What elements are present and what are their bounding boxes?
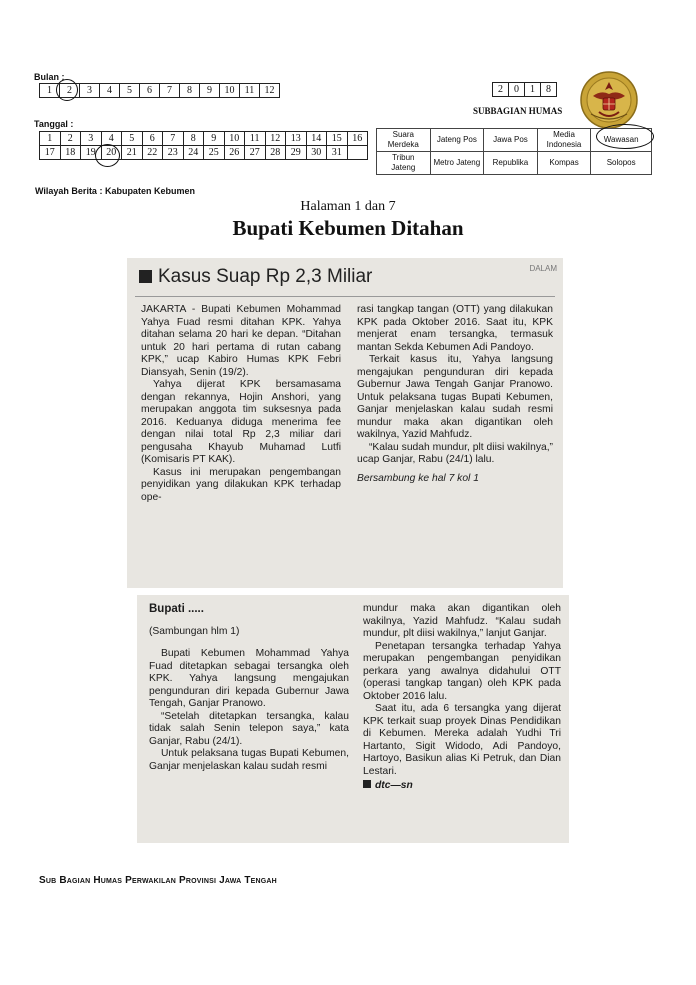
grid-cell: 30 bbox=[306, 146, 327, 160]
grid-cell: 13 bbox=[286, 132, 307, 146]
headline: Bupati Kebumen Ditahan bbox=[232, 216, 464, 240]
paragraph: Saat itu, ada 6 tersangka yang dijerat KPK terkait suap proyek Dinas Pendidikan di Kebumen. Mereka adalah Yudhi Tri Hartanto, Sigit Widodo, Adi Pandoyo, Hartoyo, Basikun alias Ki Petruk, dan Dian Lestari. bbox=[363, 703, 561, 777]
paragraph: mundur maka akan digantikan oleh wakilnya, Yazid Mahfudz. “Kalau sudah mundur, plt diisi wakilnya,” lanjut Ganjar. bbox=[363, 603, 561, 639]
grid-cell: 9 bbox=[204, 132, 225, 146]
paragraph: JAKARTA - Bupati Kebumen Mohammad Yahya Fuad resmi ditahan KPK. Yahya ditahan selama 20 hari ke depan. “Ditahan untuk 20 hari pertama di rutan cabang KPK,” ucap Kabiro Humas KPK Febri Diansyah, Senin (19/2). bbox=[141, 304, 341, 378]
media-cell: Metro Jateng bbox=[430, 152, 484, 175]
media-cell: Jawa Pos bbox=[484, 129, 538, 152]
clipping-2-column-2 bbox=[363, 603, 561, 793]
grid-cell: 5 bbox=[122, 132, 143, 146]
grid-cell: 10 bbox=[224, 132, 245, 146]
paragraph: Kasus ini merupakan pengembangan penyidikan yang dilakukan KPK terhadap ope- bbox=[141, 466, 341, 503]
grid-cell: 2 bbox=[60, 132, 81, 146]
grid-cell: 3 bbox=[81, 132, 102, 146]
grid-cell: 15 bbox=[327, 132, 348, 146]
paragraph: Untuk pelaksana tugas Bupati Kebumen, Ganjar menjelaskan kalau sudah resmi bbox=[149, 748, 349, 772]
square-bullet-icon bbox=[363, 780, 371, 788]
grid-cell: 0 bbox=[509, 83, 525, 97]
grid-cell: 1 bbox=[40, 132, 61, 146]
grid-cell: 1 bbox=[525, 83, 541, 97]
clipping-2-subtitle: (Sambungan hlm 1) bbox=[149, 625, 240, 637]
garuda-emblem-icon bbox=[579, 70, 639, 130]
media-cell: Tribun Jateng bbox=[377, 152, 431, 175]
paragraph: Bupati Kebumen Mohammad Yahya Fuad ditetapkan sebagai tersangka oleh KPK. Yahya langsung mengajukan pengunduran diri kepada Gubernur Jawa Tengah, Ganjar Pranowo. bbox=[149, 648, 349, 709]
grid-cell: 27 bbox=[245, 146, 266, 160]
date-grid bbox=[39, 131, 368, 160]
clipping-1-column-1 bbox=[141, 304, 341, 504]
clipping-1-corner-text: DALAM bbox=[529, 264, 557, 273]
grid-cell: 7 bbox=[160, 84, 180, 98]
grid-cell: 31 bbox=[327, 146, 348, 160]
grid-cell: 8 bbox=[180, 84, 200, 98]
grid-cell: 8 bbox=[541, 83, 557, 97]
media-table bbox=[376, 128, 652, 175]
media-cell: Kompas bbox=[537, 152, 591, 175]
grid-cell: 7 bbox=[163, 132, 184, 146]
media-cell: Media Indonesia bbox=[537, 129, 591, 152]
month-grid bbox=[39, 83, 280, 98]
paragraph: rasi tangkap tangan (OTT) yang dilakukan KPK pada Oktober 2016. Saat itu, KPK menjerat enam tersangka, termasuk mantan Sekda Kebumen Adi Pandoyo. bbox=[357, 304, 553, 353]
grid-cell: 18 bbox=[60, 146, 81, 160]
grid-cell: 6 bbox=[140, 84, 160, 98]
paragraph: “Kalau sudah mundur, plt diisi wakilnya,” ucap Ganjar, Rabu (24/1) lalu. bbox=[357, 441, 553, 465]
grid-cell: 26 bbox=[224, 146, 245, 160]
grid-cell: 14 bbox=[306, 132, 327, 146]
paragraph: Terkait kasus itu, Yahya langsung mengajukan pengunduran diri kepada Gubernur Jawa Tengah Ganjar Pranowo. Untuk pelaksana tugas Bupati Kebumen, Ganjar menjelaskan kalau sudah resmi mundur maka akan digantikan oleh wakilnya, Yazid Mahfudz. bbox=[357, 354, 553, 440]
clipping-1-rule bbox=[135, 296, 555, 297]
clipping-1-column-2 bbox=[357, 304, 553, 485]
grid-cell: 19 bbox=[81, 146, 102, 160]
media-cell: Republika bbox=[484, 152, 538, 175]
grid-cell: 12 bbox=[260, 84, 280, 98]
footer-text: Sub Bagian Humas Perwakilan Provinsi Jawa Tengah bbox=[39, 875, 277, 886]
news-clipping-1 bbox=[127, 258, 563, 588]
news-clipping-2 bbox=[137, 595, 569, 843]
media-cell: Solopos bbox=[591, 152, 652, 175]
department-label: SUBBAGIAN HUMAS bbox=[473, 106, 563, 116]
grid-cell: 9 bbox=[200, 84, 220, 98]
clipping-2-column-1 bbox=[149, 603, 349, 773]
media-cell: Jateng Pos bbox=[430, 129, 484, 152]
grid-cell: 24 bbox=[183, 146, 204, 160]
grid-cell: 17 bbox=[40, 146, 61, 160]
grid-cell: 2 bbox=[493, 83, 509, 97]
grid-cell: 4 bbox=[101, 132, 122, 146]
square-bullet-icon bbox=[139, 270, 152, 283]
grid-cell: 23 bbox=[163, 146, 184, 160]
signoff: dtc—sn bbox=[363, 780, 561, 793]
date-label: Tanggal : bbox=[34, 119, 74, 129]
clipping-2-title: Bupati ..... bbox=[149, 603, 204, 615]
grid-cell: 20 bbox=[101, 146, 122, 160]
year-box bbox=[492, 82, 557, 97]
grid-cell: 1 bbox=[40, 84, 60, 98]
grid-cell bbox=[347, 146, 368, 160]
grid-cell: 11 bbox=[245, 132, 266, 146]
grid-cell: 5 bbox=[120, 84, 140, 98]
grid-cell: 25 bbox=[204, 146, 225, 160]
grid-cell: 4 bbox=[100, 84, 120, 98]
grid-cell: 28 bbox=[265, 146, 286, 160]
grid-cell: 21 bbox=[122, 146, 143, 160]
paragraph: Yahya dijerat KPK bersamasama dengan rekannya, Hojin Anshori, yang merupakan anggota tim suksesnya pada 2016. Keduanya diduga menerima fee dengan nilai total Rp 2,3 miliar dari pengusaha Khayub Muhamad Lutfi (Komisaris PT KAK). bbox=[141, 379, 341, 465]
media-cell: Suara Merdeka bbox=[377, 129, 431, 152]
continued-note: Bersambung ke hal 7 kol 1 bbox=[357, 472, 479, 484]
media-cell: Wawasan bbox=[591, 129, 652, 152]
grid-cell: 3 bbox=[80, 84, 100, 98]
paragraph: “Setelah ditetapkan tersangka, kalau tidak salah Senin telepon saya,” kata Ganjar, Rabu (24/1). bbox=[149, 710, 349, 747]
grid-cell: 8 bbox=[183, 132, 204, 146]
grid-cell: 2 bbox=[60, 84, 80, 98]
month-label: Bulan : bbox=[34, 72, 65, 82]
paragraph: Penetapan tersangka terhadap Yahya merupakan pengembangan penyidikan perkara yang awalnya didahului OTT (operasi tangkap tangan) oleh KPK pada Oktober 2016 lalu. bbox=[363, 640, 561, 702]
region-label: Wilayah Berita : Kabupaten Kebumen bbox=[35, 186, 195, 196]
page-reference: Halaman 1 dan 7 bbox=[300, 199, 396, 214]
grid-cell: 29 bbox=[286, 146, 307, 160]
clipping-1-title: Kasus Suap Rp 2,3 Miliar bbox=[139, 266, 372, 288]
grid-cell: 22 bbox=[142, 146, 163, 160]
grid-cell: 6 bbox=[142, 132, 163, 146]
grid-cell: 10 bbox=[220, 84, 240, 98]
grid-cell: 12 bbox=[265, 132, 286, 146]
grid-cell: 11 bbox=[240, 84, 260, 98]
grid-cell: 16 bbox=[347, 132, 368, 146]
